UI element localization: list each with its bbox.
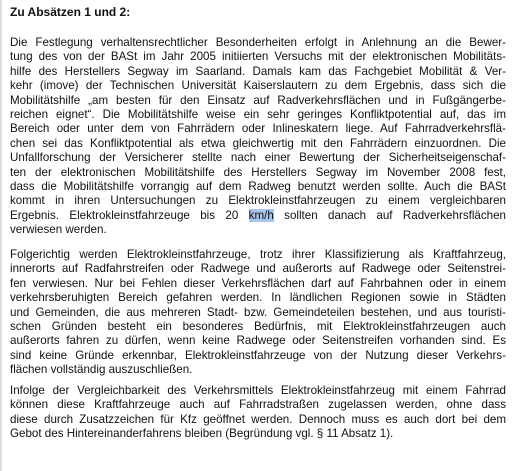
text-line: kehr (imove) der Technischen Universität Kaiserslautern zu dem Ergebnis, dass sich die [10, 79, 506, 93]
text-line: verwiesen werden. [10, 223, 107, 237]
text-line: innerorts auf Radfahrstreifen oder Radwege und außerorts auf Radwege oder Seitenstrei- [10, 262, 506, 276]
text-line: Mobilitätshilfe „am besten für den Einsatz auf Radverkehrsflächen und in Fußgängerbe- [10, 93, 506, 107]
text-line: diese durch Zusatzzeichen für Kfz geöffnet werden. Dennoch muss es auch dort bei dem [10, 412, 506, 426]
paragraph-1 [10, 36, 506, 238]
text-line: Infolge der Vergleichbarkeit des Verkehrsmittels Elektrokleinstfahrzeug mit einem Fahrrad [10, 384, 506, 397]
text-line: schen Gründen besteht ein besonderes Bedürfnis, mit Elektrokleinstfahrzeugen auch [10, 320, 506, 334]
text-line: Folgerichtig werden Elektrokleinstfahrzeuge, trotz ihrer Klassifizierung als Kraftfahrzeug, [10, 248, 506, 261]
text-line: flächen vollständig auszuschließen. [10, 363, 193, 377]
text-line: dass die Mobilitätshilfe vorrangig auf dem Radweg benutzt werden sollte. Auch die BASt [10, 180, 506, 194]
section-heading: Zu Absätzen 1 und 2: [10, 5, 131, 19]
text-line: tung des von der BASt im Jahr 2005 initiierten Versuchs mit der elektronischen Mobilitäts- [10, 50, 506, 64]
text-line: können diese Kraftfahrzeuge auch auf Fahrradstraßen zugelassen werden, ohne dass [10, 398, 506, 412]
text-line: Ergebnis. Elektrokleinstfahrzeuge bis 20 km/h sollten danach auf Radverkehrsflächen [10, 208, 506, 222]
text-line: verkehrsberuhigten Bereich gefahren werden. In ländlichen Regionen sowie in Städten [10, 291, 506, 305]
text-line: hilfe des Herstellers Segway im Saarland. Damals kam das Fachgebiet Mobilität & Ver- [10, 64, 506, 78]
text-line: chen sei das Konfliktpotential als etwa gleichwertig mit den Fahrrädern einzuordnen. Die [10, 136, 506, 150]
text-selection-highlight[interactable]: km/h [248, 208, 274, 222]
text-line: außerorts fahren zu dürfen, wenn keine Radwege oder Seitenstreifen vorhanden sind. Es [10, 334, 506, 348]
text-line: ten der elektronischen Mobilitätshilfe des Herstellers Segway im November 2008 fest, [10, 165, 506, 179]
text-line: fen verwiesen. Nur bei Fehlen dieser Verkehrsflächen darf auf Fahrbahnen oder in einem [10, 276, 506, 290]
text-line: Bereich oder unter dem von Fahrrädern oder Inlineskatern liege. Auf Fahrradverkehrsflä- [10, 122, 506, 136]
text-line: und Gemeinden, die aus mehreren Stadt- bzw. Gemeindeteilen bestehen, und aus touristi- [10, 305, 506, 319]
text-line: sind keine Gründe erkennbar, Elektrokleinstfahrzeuge von der Nutzung dieser Verkehrs- [10, 348, 506, 362]
paragraph-3 [10, 384, 506, 442]
text-line: Die Festlegung verhaltensrechtlicher Besonderheiten erfolgt in Anlehnung an die Bewer- [10, 36, 506, 49]
text-line: kommt in ihren Untersuchungen zu Elektrokleinstfahrzeugen zu einem vergleichbaren [10, 194, 506, 208]
paragraph-2 [10, 248, 506, 378]
text-line: Gebot des Hintereinanderfahrens bleiben (Begründung vgl. § 11 Absatz 1). [10, 427, 394, 441]
text-line: Unfallforschung der Versicherer stellte nach einer Bewertung der Sicherheitseigenschaf- [10, 151, 506, 165]
left-border [0, 0, 2, 471]
text-line: reichen eignet“. Die Mobilitätshilfe weise ein sehr geringes Konfliktpotential auf, das im [10, 108, 506, 122]
